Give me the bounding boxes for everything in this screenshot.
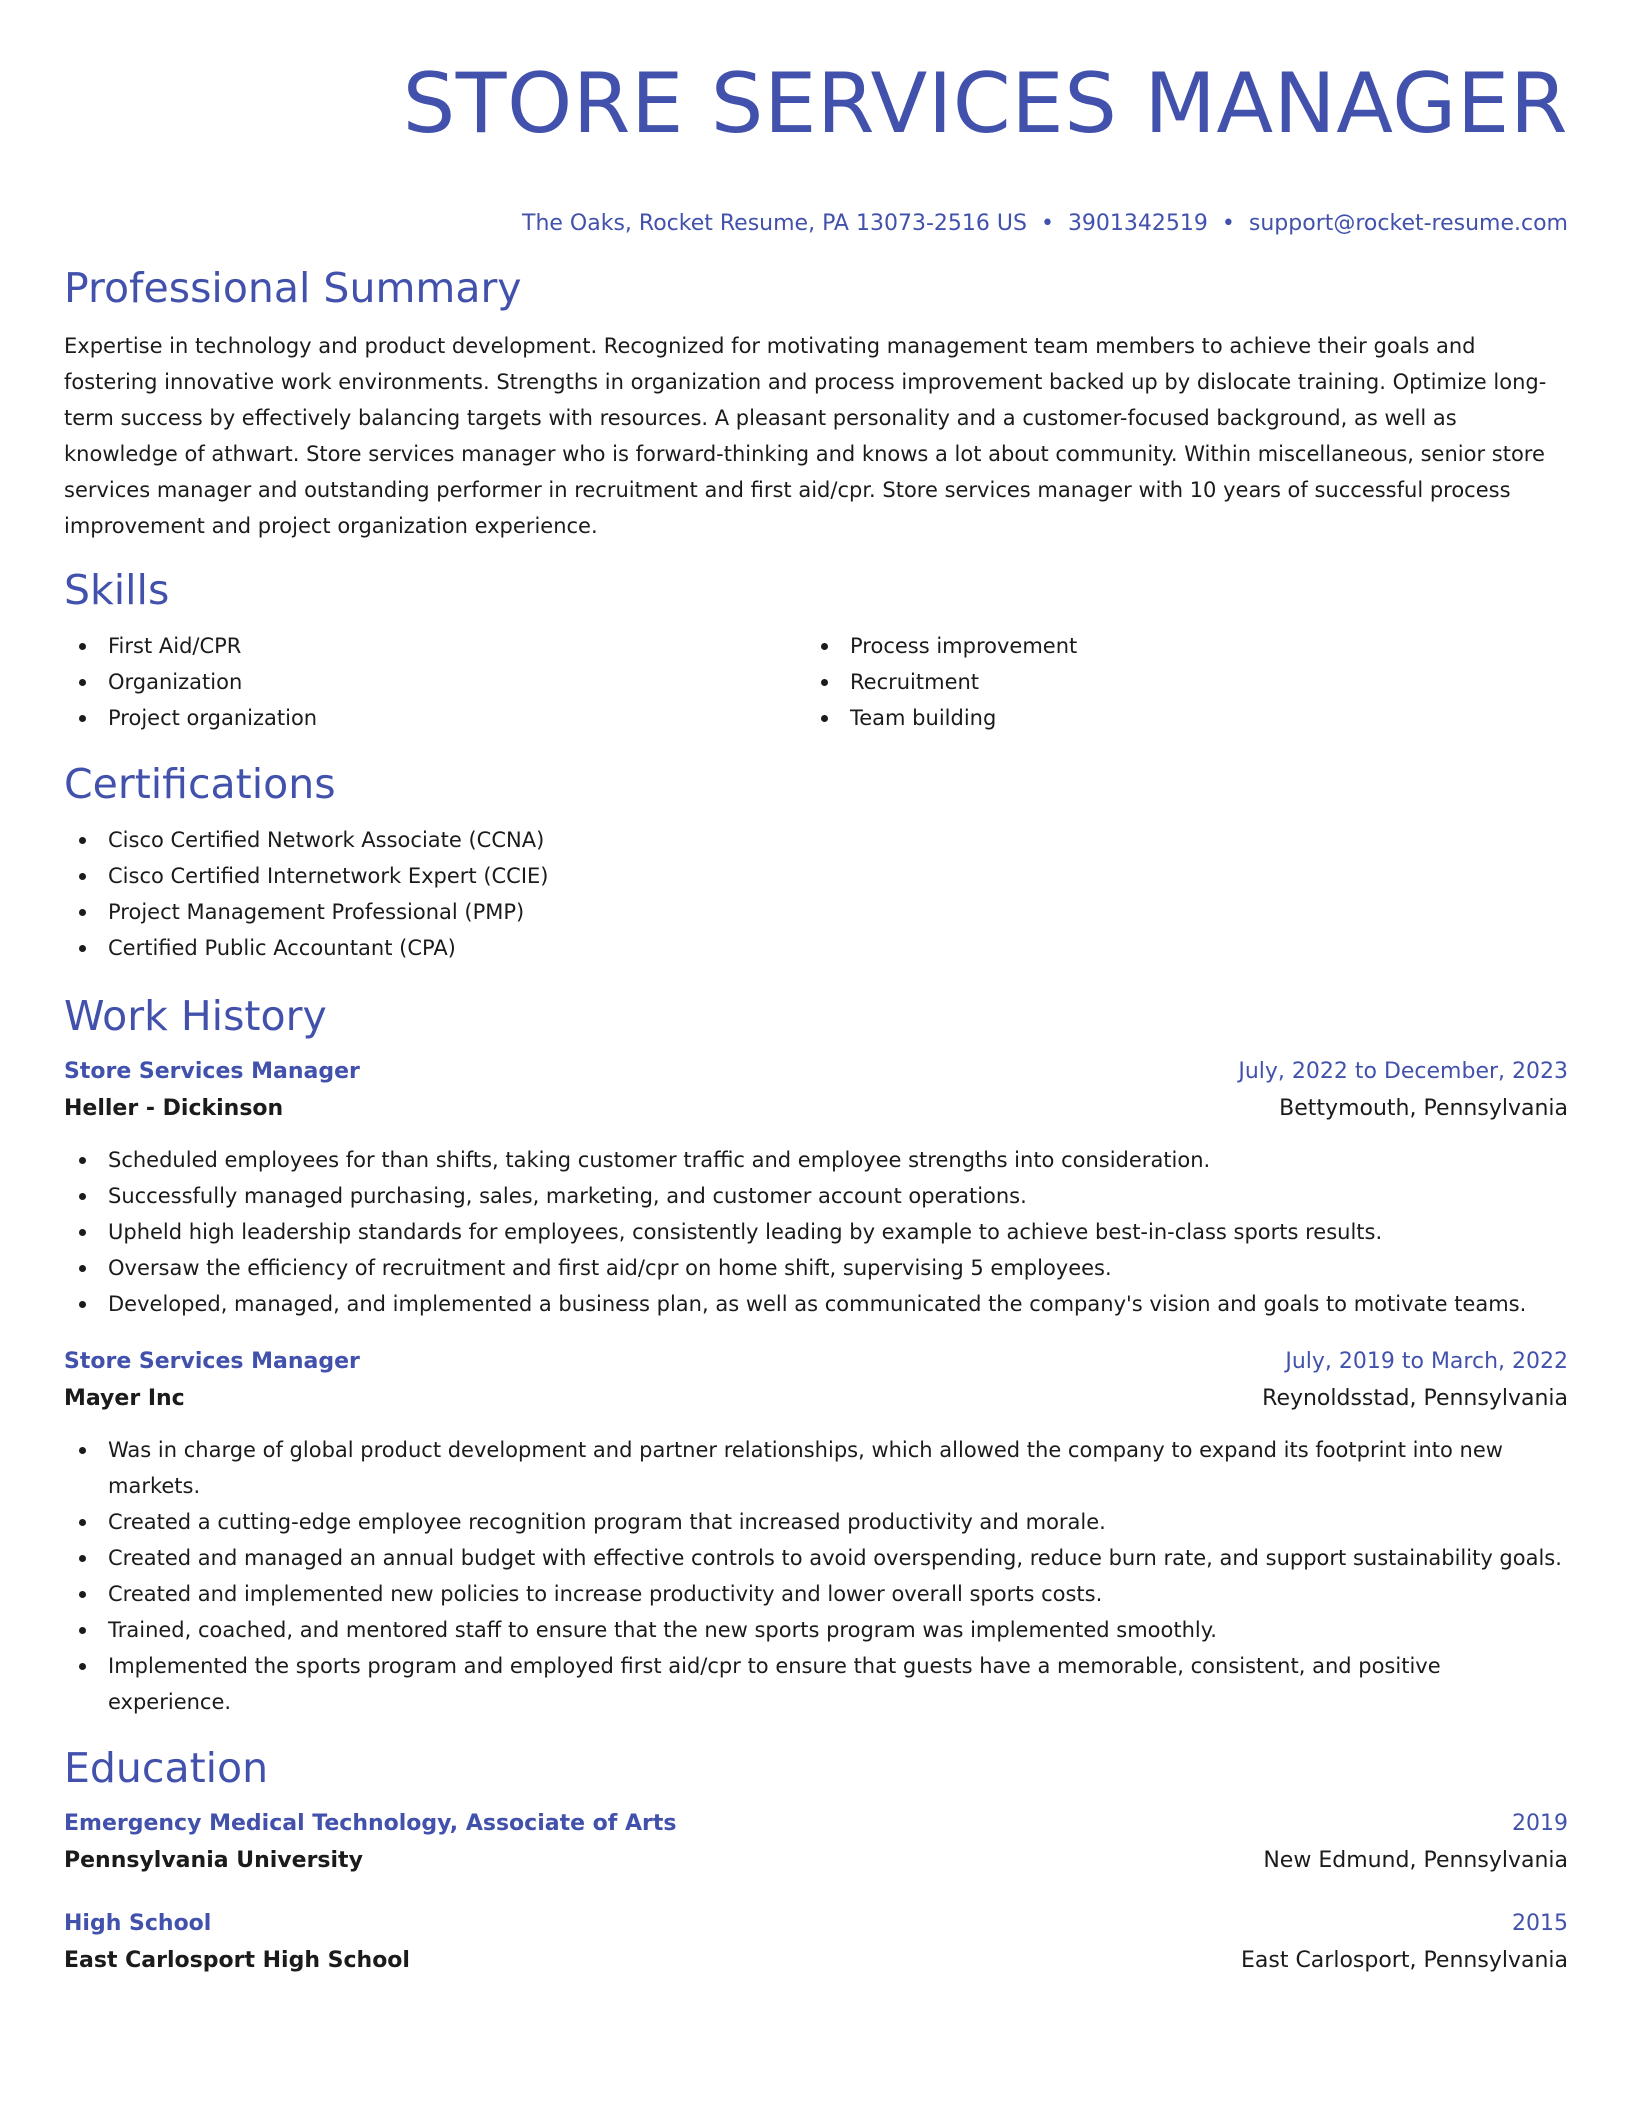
job-duty-item: Upheld high leadership standards for employees, consistently leading by example to achieve best-in-class sports results.	[64, 1214, 1568, 1250]
job-dates: July, 2022 to December, 2023	[1238, 1058, 1568, 1084]
skill-item: Recruitment	[806, 664, 1548, 700]
skill-item: Process improvement	[806, 628, 1548, 664]
skills-column-right	[806, 628, 1548, 736]
resume-name: STORE SERVICES MANAGER	[402, 55, 1568, 152]
job-location: Bettymouth, Pennsylvania	[1279, 1095, 1568, 1121]
education-school: Pennsylvania University	[64, 1847, 363, 1873]
job-dates: July, 2019 to March, 2022	[1285, 1348, 1568, 1374]
skill-item: First Aid/CPR	[64, 628, 806, 664]
job-title: Store Services Manager	[64, 1058, 360, 1084]
education-degree: Emergency Medical Technology, Associate of Arts	[64, 1810, 677, 1836]
job-duties	[64, 1142, 1568, 1322]
resume-page	[64, 0, 1568, 1980]
skills-column-left	[64, 628, 806, 736]
job-duty-item: Implemented the sports program and employed first aid/cpr to ensure that guests have a memorable, consistent, and positive experience.	[64, 1648, 1568, 1720]
education-entry	[64, 1906, 1568, 1980]
job-entry	[64, 1344, 1568, 1720]
job-duties	[64, 1432, 1568, 1720]
job-duty-item: Created a cutting-edge employee recognition program that increased productivity and morale.	[64, 1504, 1568, 1540]
skills-heading: Skills	[64, 565, 170, 614]
job-duty-item: Scheduled employees for than shifts, taking customer traffic and employee strengths into consideration.	[64, 1142, 1568, 1178]
certification-item: Project Management Professional (PMP)	[64, 894, 1568, 930]
job-duty-item: Trained, coached, and mentored staff to ensure that the new sports program was implemented smoothly.	[64, 1612, 1568, 1648]
job-company: Mayer Inc	[64, 1385, 185, 1411]
education-school: East Carlosport High School	[64, 1947, 410, 1973]
work-history-heading: Work History	[64, 991, 327, 1040]
education-year: 2019	[1512, 1810, 1568, 1836]
contact-address: The Oaks, Rocket Resume, PA 13073-2516 US	[522, 210, 1027, 236]
summary-heading: Professional Summary	[64, 263, 522, 312]
job-duty-item: Created and implemented new policies to increase productivity and lower overall sports costs.	[64, 1576, 1568, 1612]
job-title: Store Services Manager	[64, 1348, 360, 1374]
skill-item: Organization	[64, 664, 806, 700]
contact-phone: 3901342519	[1067, 210, 1208, 236]
certifications-heading: Certifications	[64, 759, 336, 808]
education-heading: Education	[64, 1743, 269, 1792]
skills-list	[64, 628, 1568, 736]
certification-item: Cisco Certified Network Associate (CCNA)	[64, 822, 1568, 858]
certifications-list	[64, 822, 1568, 966]
job-duty-item: Created and managed an annual budget with effective controls to avoid overspending, reduce burn rate, and support sustainability goals.	[64, 1540, 1568, 1576]
skill-item: Project organization	[64, 700, 806, 736]
contact-email: support@rocket-resume.com	[1248, 210, 1568, 236]
job-duty-item: Oversaw the efficiency of recruitment and first aid/cpr on home shift, supervising 5 employees.	[64, 1250, 1568, 1286]
skill-item: Team building	[806, 700, 1548, 736]
summary-text: Expertise in technology and product development. Recognized for motivating management team members to achieve their goals and fostering innovative work environments. Strengths in organization and process improvement backed up by dislocate training. Optimize long-term success by effectively balancing targets with resources. A pleasant personality and a customer-focused background, as well as knowledge of athwart. Store services manager who is forward-thinking and knows a lot about community. Within miscellaneous, senior store services manager and outstanding performer in recruitment and first aid/cpr. Store services manager with 10 years of successful process improvement and project organization experience.	[64, 333, 1547, 538]
job-location: Reynoldsstad, Pennsylvania	[1262, 1385, 1568, 1411]
contact-line	[64, 208, 1568, 240]
job-duty-item: Successfully managed purchasing, sales, marketing, and customer account operations.	[64, 1178, 1568, 1214]
education-location: East Carlosport, Pennsylvania	[1240, 1947, 1568, 1973]
education-location: New Edmund, Pennsylvania	[1263, 1847, 1568, 1873]
job-duty-item: Developed, managed, and implemented a business plan, as well as communicated the company's vision and goals to motivate teams.	[64, 1286, 1568, 1322]
certification-item: Certified Public Accountant (CPA)	[64, 930, 1568, 966]
education-degree: High School	[64, 1910, 212, 1936]
job-entry	[64, 1054, 1568, 1322]
education-entry	[64, 1806, 1568, 1880]
contact-separator: •	[1040, 210, 1054, 236]
job-duty-item: Was in charge of global product development and partner relationships, which allowed the company to expand its footprint into new markets.	[64, 1432, 1568, 1504]
job-company: Heller - Dickinson	[64, 1095, 284, 1121]
certification-item: Cisco Certified Internetwork Expert (CCIE)	[64, 858, 1568, 894]
education-year: 2015	[1512, 1910, 1568, 1936]
contact-separator: •	[1221, 210, 1235, 236]
